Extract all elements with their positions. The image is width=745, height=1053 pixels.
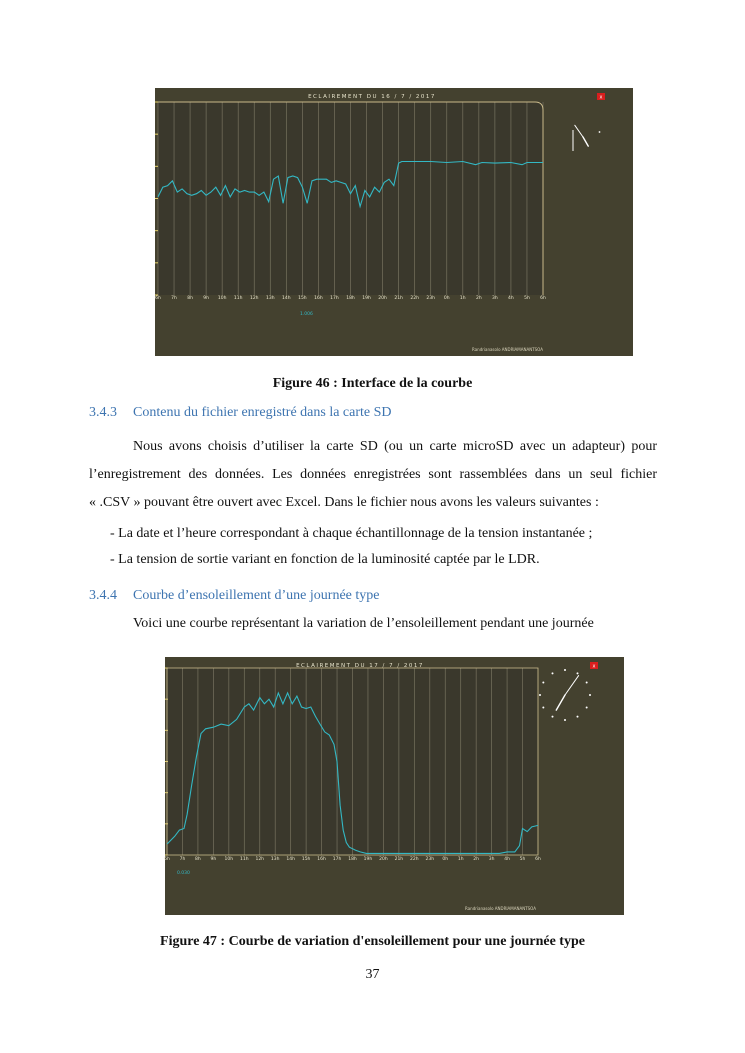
x-tick-label: 14h xyxy=(282,296,291,301)
x-tick-label: 19h xyxy=(363,857,373,862)
x-tick-label: 8h xyxy=(187,296,193,301)
paragraph-intro-curve xyxy=(133,616,673,632)
x-tick-label: 21h xyxy=(394,296,403,301)
clock-hour-dot xyxy=(577,672,579,674)
x-tick-label: 16h xyxy=(317,857,326,862)
x-tick-label: 22h xyxy=(410,857,419,862)
x-tick-label: 20h xyxy=(378,296,387,301)
paragraph-sd-card xyxy=(89,433,657,517)
x-tick-label: 12h xyxy=(255,857,265,862)
clock-hour-dot xyxy=(577,716,579,718)
clock-hour-dot xyxy=(542,682,544,684)
x-tick-label: 15h xyxy=(298,296,307,301)
clock-hour-dot xyxy=(542,707,544,709)
x-tick-label: 17h xyxy=(330,296,339,301)
x-tick-label: 13h xyxy=(270,857,280,862)
x-tick-label: 14h xyxy=(286,857,295,862)
x-tick-label: 0h xyxy=(443,296,450,301)
x-tick-label: 17h xyxy=(332,857,342,862)
x-tick-label: 3h xyxy=(488,857,495,862)
clock-hour-hand xyxy=(583,137,588,146)
clock-minute-hand xyxy=(565,676,579,695)
chart-svg-47 xyxy=(165,657,624,915)
page-number: 37 xyxy=(365,967,380,982)
chart-title: ECLAIREMENT DU 17 / 7 / 2017 xyxy=(296,663,424,669)
section-number: 3.4.3 xyxy=(89,405,117,420)
x-tick-label: 15h xyxy=(301,857,311,862)
x-tick-label: 5h xyxy=(519,857,526,862)
x-tick-label: 21h xyxy=(394,857,404,862)
section-title: Contenu du fichier enregistré dans la carte SD xyxy=(133,405,392,420)
x-tick-label: 5h xyxy=(524,296,530,301)
paragraph-line: « .CSV » pouvant être ouvert avec Excel. Dans le fichier nous avons les valeurs suivantes : xyxy=(89,495,599,510)
x-tick-label: 22h xyxy=(410,296,419,301)
x-tick-label: 2h xyxy=(473,857,480,862)
chart-title: ECLAIREMENT DU 16 / 7 / 2017 xyxy=(308,94,436,100)
clock-hour-hand xyxy=(556,695,565,710)
author-footer: Randrianasolo ANDRIAMANANTSOA xyxy=(472,347,543,352)
clock-hour-dot xyxy=(539,694,541,696)
x-tick-label: 1h xyxy=(459,296,466,301)
x-tick-label: 20h xyxy=(379,857,388,862)
clock-hour-dot xyxy=(599,131,601,133)
section-number: 3.4.4 xyxy=(89,588,117,603)
x-tick-label: 9h xyxy=(210,857,217,862)
x-tick-label: 10h xyxy=(217,296,227,301)
x-tick-label: 13h xyxy=(266,296,275,301)
x-tick-label: 9h xyxy=(203,296,209,301)
x-tick-label: 4h xyxy=(508,296,514,301)
x-tick-label: 6h xyxy=(540,296,546,301)
section-title: Courbe d’ensoleillement d’une journée type xyxy=(133,588,380,603)
x-tick-label: 10h xyxy=(224,857,234,862)
x-tick-label: 16h xyxy=(314,296,323,301)
value-readout: 0.030 xyxy=(177,871,190,876)
paragraph-line: l’enregistrement des données. Les données enregistrées sont rassemblées dans un seul fichier xyxy=(89,467,657,482)
figure-47-caption: Figure 47 : Courbe de variation d'ensoleillement pour une journée type xyxy=(160,934,585,949)
bullet-item: - La date et l’heure correspondant à chaque échantillonnage de la tension instantanée ; xyxy=(110,526,593,541)
x-tick-label: 6h xyxy=(155,296,161,301)
close-icon-glyph: x xyxy=(592,663,596,670)
x-tick-label: 2h xyxy=(475,296,482,301)
clock-hour-dot xyxy=(552,716,554,718)
x-tick-label: 18h xyxy=(346,296,355,301)
figure-46-screenshot xyxy=(155,88,633,356)
x-tick-label: 4h xyxy=(504,857,510,862)
section-heading-3-4-4 xyxy=(89,588,379,604)
x-tick-label: 11h xyxy=(240,857,249,862)
x-tick-label: 7h xyxy=(171,296,177,301)
clock-minute-hand xyxy=(575,125,583,137)
author-footer: Randrianasolo ANDRIAMANANTSOA xyxy=(465,906,536,911)
x-tick-label: 6h xyxy=(164,857,170,862)
bullet-item: - La tension de sortie variant en fonction de la luminosité captée par le LDR. xyxy=(110,552,540,567)
section-heading-3-4-3 xyxy=(89,405,392,421)
x-tick-label: 8h xyxy=(195,857,201,862)
value-readout: 1.006 xyxy=(300,312,313,317)
clock-hour-dot xyxy=(552,672,554,674)
clock-hour-dot xyxy=(589,694,591,696)
figure-47-screenshot xyxy=(165,657,624,915)
clock-hour-dot xyxy=(564,719,566,721)
x-tick-label: 12h xyxy=(249,296,259,301)
clock-hour-dot xyxy=(586,707,588,709)
paragraph-line: Voici une courbe représentant la variation de l’ensoleillement pendant une journée xyxy=(133,616,594,631)
x-tick-label: 1h xyxy=(457,857,464,862)
x-tick-label: 23h xyxy=(426,296,435,301)
figure-46-caption: Figure 46 : Interface de la courbe xyxy=(272,376,473,391)
x-tick-label: 19h xyxy=(362,296,371,301)
x-tick-label: 3h xyxy=(492,296,498,301)
x-tick-label: 23h xyxy=(425,857,435,862)
close-icon-glyph: x xyxy=(599,94,603,101)
clock-hour-dot xyxy=(564,669,566,671)
x-tick-label: 0h xyxy=(442,857,449,862)
x-tick-label: 7h xyxy=(179,857,186,862)
x-tick-label: 18h xyxy=(348,857,357,862)
x-tick-label: 11h xyxy=(233,296,243,301)
x-tick-label: 6h xyxy=(535,857,541,862)
chart-svg-46 xyxy=(155,88,633,356)
clock-hour-dot xyxy=(586,682,588,684)
paragraph-line: Nous avons choisis d’utiliser la carte SD (ou un carte microSD avec un adapteur) pour xyxy=(133,439,657,454)
